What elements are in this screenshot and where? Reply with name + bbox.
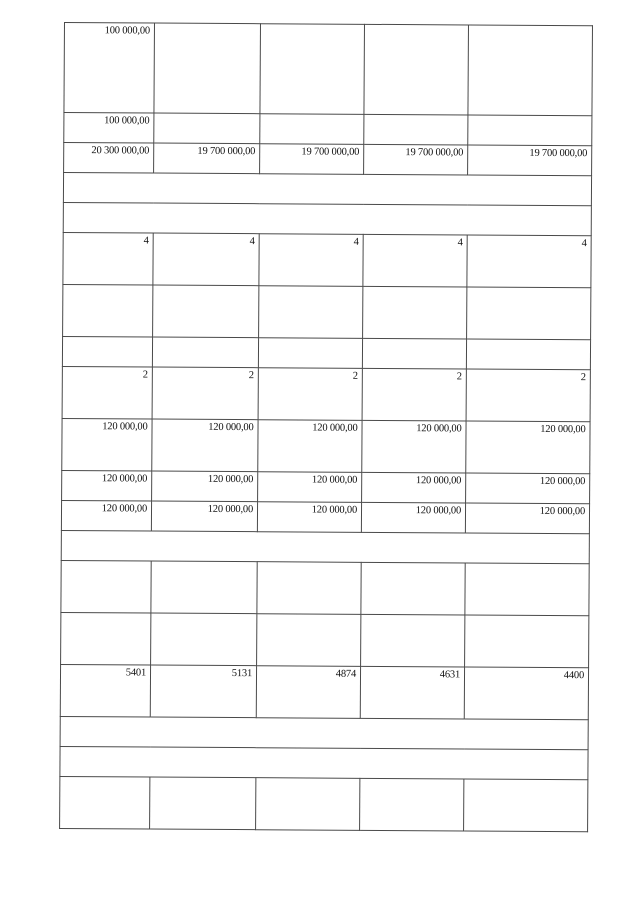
table-cell: 4 — [467, 235, 591, 288]
table-row — [62, 366, 590, 421]
table-cell: 120 000,00 — [61, 500, 151, 531]
table-cell-merged — [60, 716, 588, 749]
table-cell — [150, 777, 256, 830]
table-row — [64, 143, 592, 176]
table-row — [61, 612, 589, 667]
table-cell: 19 700 000,00 — [364, 144, 468, 175]
table-cell: 120 000,00 — [62, 418, 152, 471]
table-cell: 2 — [62, 366, 152, 419]
table-cell: 120 000,00 — [466, 421, 590, 474]
table-row — [60, 664, 588, 719]
table-cell: 19 700 000,00 — [260, 144, 364, 175]
table-cell: 120 000,00 — [257, 502, 361, 533]
table-cell — [153, 285, 259, 338]
table-cell — [361, 562, 465, 615]
table-cell: 100 000,00 — [64, 23, 155, 114]
table-cell — [258, 338, 362, 369]
table-cell — [466, 339, 590, 370]
table-cell: 120 000,00 — [152, 419, 258, 472]
table-row — [60, 776, 588, 831]
table-cell: 2 — [466, 369, 590, 422]
table-cell: 4 — [63, 232, 153, 285]
table-cell — [257, 562, 361, 615]
table-row — [63, 232, 591, 287]
table-cell: 120 000,00 — [62, 470, 152, 501]
table-cell — [151, 613, 257, 666]
table-cell — [151, 561, 257, 614]
table-cell — [61, 612, 151, 665]
table-cell: 5131 — [150, 665, 256, 718]
table-cell: 120 000,00 — [151, 501, 257, 532]
table-cell: 120 000,00 — [258, 420, 362, 473]
table-cell — [256, 778, 360, 831]
table-cell-merged — [60, 746, 588, 779]
table-row — [61, 530, 589, 563]
scanned-page — [59, 22, 592, 832]
table-cell: 19 700 000,00 — [154, 143, 260, 174]
table-cell: 5401 — [60, 664, 150, 717]
table-cell — [361, 614, 465, 667]
table-cell: 4 — [259, 234, 363, 287]
table-cell — [63, 284, 153, 337]
table-cell-merged — [61, 530, 589, 563]
table-row — [60, 746, 588, 779]
table-row — [63, 173, 591, 206]
table-cell: 120 000,00 — [362, 472, 466, 503]
table-row — [62, 418, 590, 473]
table-cell — [464, 779, 588, 832]
table-cell: 4874 — [256, 666, 360, 719]
table-cell — [362, 338, 466, 369]
table-cell-merged — [63, 202, 591, 235]
table-cell: 2 — [362, 368, 466, 421]
table-cell: 120 000,00 — [362, 420, 466, 473]
table-cell — [259, 286, 363, 339]
table-cell: 20 300 000,00 — [64, 143, 154, 174]
table-row — [62, 336, 590, 369]
table-cell — [364, 24, 469, 115]
table-row — [63, 284, 591, 339]
table-row — [64, 23, 593, 116]
table-row — [60, 716, 588, 749]
table-row — [62, 470, 590, 503]
table-cell: 19 700 000,00 — [468, 145, 592, 176]
table-row — [64, 113, 592, 146]
table-cell — [152, 337, 258, 368]
table-cell-merged — [63, 173, 591, 206]
table-cell — [363, 286, 467, 339]
table-cell: 4400 — [464, 667, 588, 720]
table-cell: 2 — [152, 367, 258, 420]
table-cell: 100 000,00 — [64, 113, 154, 144]
table-cell — [154, 113, 260, 144]
table-cell — [154, 23, 261, 114]
table-cell: 4631 — [360, 666, 464, 719]
table-row — [61, 500, 589, 533]
table-cell — [468, 25, 593, 116]
table-cell: 2 — [258, 368, 362, 421]
table-cell — [60, 776, 150, 829]
table-cell: 120 000,00 — [466, 473, 590, 504]
table-cell: 4 — [153, 233, 259, 286]
table-cell: 120 000,00 — [152, 471, 258, 502]
table-cell — [465, 563, 589, 616]
table-cell — [364, 114, 468, 145]
table-cell — [465, 615, 589, 668]
table-cell — [257, 614, 361, 667]
table-cell — [360, 778, 464, 831]
table-cell: 120 000,00 — [361, 502, 465, 533]
data-table — [59, 22, 593, 832]
table-row — [61, 560, 589, 615]
table-cell: 4 — [363, 234, 467, 287]
table-cell: 120 000,00 — [258, 472, 362, 503]
table-cell — [467, 287, 591, 340]
table-row — [63, 202, 591, 235]
table-cell — [468, 115, 592, 146]
table-cell — [61, 560, 151, 613]
table-cell — [260, 24, 365, 115]
table-cell: 120 000,00 — [465, 503, 589, 534]
table-cell — [62, 336, 152, 367]
table-cell — [260, 114, 364, 145]
